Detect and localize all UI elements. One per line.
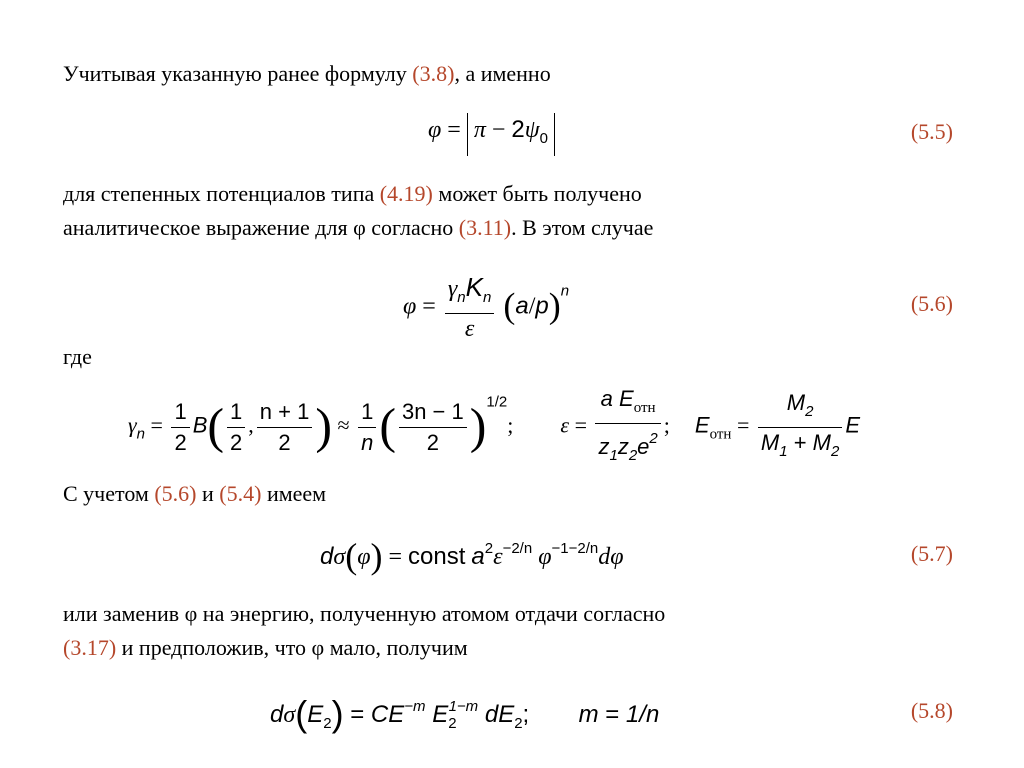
e2-subscript: 2	[448, 715, 457, 732]
fraction-half-2	[227, 397, 245, 458]
equals-sign: =	[150, 412, 163, 438]
sigma-symbol: σ	[333, 544, 346, 570]
denominator: 2	[278, 430, 291, 455]
denominator	[758, 428, 842, 467]
e2-superscript: 1−m	[448, 698, 479, 715]
d-symbol: d	[320, 543, 334, 570]
absolute-value	[467, 113, 555, 156]
equals-sign: =	[574, 412, 587, 438]
paragraph-1-text-end: , а именно	[454, 61, 551, 86]
numerator: 3n − 1	[399, 397, 467, 428]
equals-sign: =	[605, 701, 620, 728]
d-symbol: d	[270, 701, 284, 728]
equation-number-5-7: (5.7)	[910, 541, 953, 566]
reference-link[interactable]: (3.11)	[458, 215, 512, 240]
e-rel-symbol: E	[694, 412, 710, 438]
reference-link[interactable]: (3.8)	[412, 61, 455, 86]
sigma-symbol: σ	[283, 702, 296, 728]
pi-symbol: π	[473, 117, 486, 143]
gamma-symbol: γ	[128, 412, 137, 438]
left-paren: (	[295, 693, 308, 734]
right-paren: )	[331, 693, 344, 734]
phi-superscript: −1−2/n	[551, 540, 599, 557]
equals-sign: =	[422, 293, 436, 320]
right-paren: )	[370, 536, 383, 576]
fraction-epsilon	[595, 384, 660, 471]
paragraph-2-line-2	[63, 214, 653, 242]
b-function: B	[192, 412, 208, 438]
z2-subscript: 2	[628, 447, 638, 464]
reference-link[interactable]: (4.19)	[379, 181, 433, 206]
z2: z	[617, 434, 629, 459]
gamma-subscript: n	[136, 425, 146, 443]
paragraph-4-line-1: или заменив φ на энергию, полученную атомом отдачи согласно	[63, 601, 666, 626]
equation-5-5	[428, 113, 555, 156]
m-value: 1/n	[625, 701, 660, 728]
fraction-half	[171, 397, 189, 458]
a-e-term: a E	[600, 386, 634, 411]
right-paren: )	[315, 397, 332, 454]
e2-term: E	[432, 701, 449, 728]
minus-sign: −	[491, 117, 506, 143]
a-symbol: a	[515, 292, 529, 320]
semicolon: ;	[507, 412, 514, 438]
left-paren: (	[379, 397, 396, 454]
energy-symbol: E	[845, 412, 861, 438]
paragraph-2-text: аналитическое выражение для φ согласно	[63, 215, 459, 240]
power: n	[560, 282, 570, 300]
paragraph-3-text-end: имеем	[261, 481, 327, 506]
epsilon-superscript: −2/n	[502, 540, 533, 557]
where-label: где	[63, 344, 92, 369]
epsilon-symbol: ε	[560, 412, 570, 438]
equals-sign: =	[736, 412, 750, 438]
m2-den-subscript: 2	[831, 443, 840, 460]
numerator	[758, 388, 842, 428]
z1: z	[598, 434, 610, 459]
left-paren: (	[345, 536, 358, 576]
m-symbol: m	[578, 701, 599, 728]
right-paren: )	[548, 285, 561, 326]
paragraph-1	[63, 60, 551, 88]
psi-subscript: 0	[539, 130, 549, 147]
ce-term: CE	[370, 701, 405, 728]
numerator	[595, 384, 660, 424]
numerator: 1	[171, 397, 189, 428]
numerator: 1	[358, 397, 376, 428]
ce-superscript: −m	[404, 698, 426, 715]
equation-number-5-8: (5.8)	[910, 698, 953, 723]
denominator: 2	[426, 430, 439, 455]
e-subscript: отн	[633, 400, 656, 416]
m2-subscript: 2	[805, 403, 814, 420]
fraction-n-plus-1	[257, 397, 313, 458]
k-subscript: n	[482, 289, 492, 306]
e-superscript: 2	[649, 430, 658, 447]
de-subscript: 2	[514, 715, 523, 732]
equation-5-6	[403, 272, 569, 344]
dphi-symbol: dφ	[598, 544, 624, 570]
e-charge: e	[637, 434, 650, 459]
denominator: 2	[174, 430, 187, 455]
denominator	[595, 424, 660, 471]
reference-link[interactable]: (5.6)	[154, 481, 197, 506]
paragraph-4-line-2	[63, 634, 468, 662]
paragraph-3	[63, 480, 326, 508]
approx-sign: ≈	[337, 412, 350, 438]
m1-subscript: 1	[779, 443, 788, 460]
equals-sign: =	[350, 701, 365, 728]
energy-subscript: 2	[323, 715, 332, 732]
energy-symbol: E	[307, 701, 324, 728]
equation-number-5-5: (5.5)	[910, 119, 953, 144]
m2-den: M	[812, 430, 831, 455]
m1: M	[760, 430, 780, 455]
paragraph-2-text-end: может быть получено	[432, 181, 642, 206]
reference-link[interactable]: (3.17)	[63, 635, 117, 660]
numerator: 1	[227, 397, 245, 428]
coefficient: 2	[511, 116, 525, 143]
gamma-subscript: n	[457, 289, 466, 306]
paragraph-2-text: для степенных потенциалов типа	[63, 181, 380, 206]
m2: M	[786, 390, 806, 415]
epsilon-symbol: ε	[493, 544, 503, 570]
power: 1/2	[486, 393, 508, 411]
fraction-mass	[758, 388, 842, 467]
right-paren: )	[469, 397, 487, 454]
p-symbol: p	[535, 292, 549, 320]
equation-number-5-6: (5.6)	[910, 291, 953, 316]
paragraph-3-mid: и	[196, 481, 220, 506]
fraction-numerator	[445, 272, 495, 314]
slash: /	[528, 293, 536, 320]
a-symbol: a	[471, 543, 485, 570]
a-superscript: 2	[484, 540, 494, 557]
equals-sign: =	[388, 544, 403, 570]
z1-subscript: 1	[609, 447, 618, 464]
paragraph-2-line-1	[63, 180, 642, 208]
definitions-equation	[128, 384, 860, 471]
fraction-1-over-n	[358, 397, 376, 458]
equation-5-7	[320, 534, 624, 576]
comma: ,	[248, 412, 254, 438]
fraction-3n-minus-1	[399, 397, 467, 458]
k-symbol: K	[465, 272, 483, 302]
fraction-denominator: ε	[464, 316, 475, 342]
phi-symbol: φ	[357, 544, 371, 570]
phi-power-symbol: φ	[538, 544, 552, 570]
numerator: n + 1	[257, 397, 313, 428]
plus-sign: +	[793, 430, 807, 455]
left-paren: (	[207, 397, 225, 454]
e-rel-subscript: отн	[709, 426, 732, 443]
denominator: 2	[230, 430, 243, 455]
paragraph-4-text: и предположив, что φ мало, получим	[116, 635, 468, 660]
semicolon: ;	[663, 412, 670, 438]
equals-sign: =	[447, 117, 461, 143]
phi-symbol: φ	[403, 293, 417, 320]
left-paren: (	[503, 285, 516, 326]
denominator: n	[361, 430, 374, 455]
reference-link[interactable]: (5.4)	[219, 481, 262, 506]
phi-symbol: φ	[428, 117, 442, 143]
paragraph-3-text: С учетом	[63, 481, 155, 506]
fraction	[445, 272, 495, 344]
psi-symbol: ψ	[524, 117, 540, 143]
const-label: const	[408, 543, 466, 570]
equation-5-8	[270, 692, 659, 739]
semicolon: ;	[522, 701, 530, 728]
paragraph-2-text-end: . В этом случае	[511, 215, 654, 240]
paragraph-1-text: Учитывая указанную ранее формулу	[63, 61, 413, 86]
gamma-symbol: γ	[447, 276, 458, 302]
de-term: dE	[484, 701, 515, 728]
